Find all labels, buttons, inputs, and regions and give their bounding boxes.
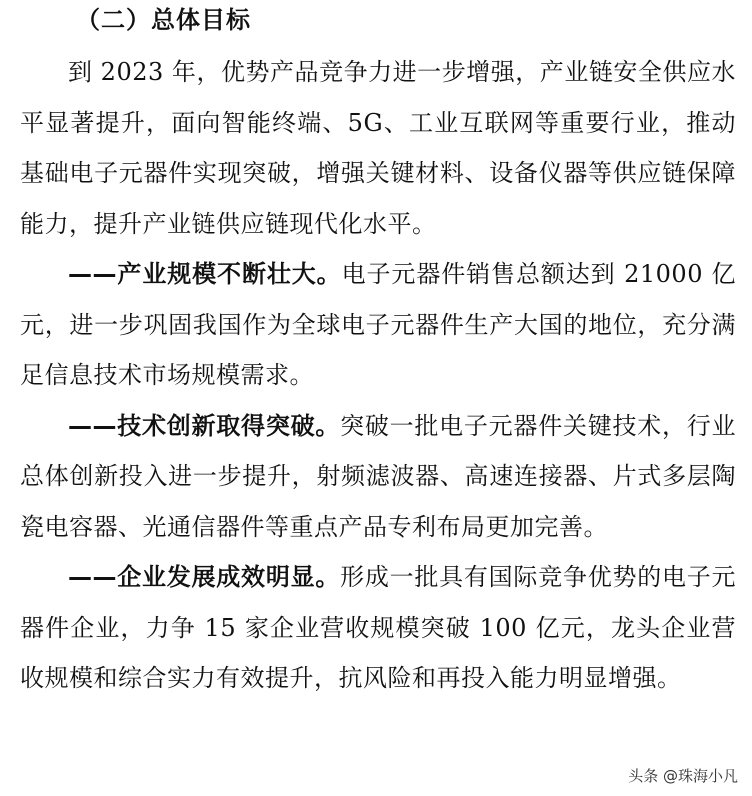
paragraph-text: 电子元器件销售总额达到 21000 亿元，进一步巩固我国作为全球电子元器件生产大国的地位，充分满足信息技术市场规模需求。 — [20, 260, 737, 389]
paragraph-tech-innovation — [20, 401, 736, 553]
paragraph-text: 到 2023 年，优势产品竞争力进一步增强，产业链安全供应水平显著提升，面向智能终端、5G、工业互联网等重要行业，推动基础电子元器件实现突破，增强关键材料、设备仪器等供应链保障能力，提升产业链供应链现代化水平。 — [20, 58, 736, 238]
paragraph-text: 形成一批具有国际竞争优势的电子元器件企业，力争 15 家企业营收规模突破 100 亿元，龙头企业营收规模和综合实力有效提升，抗风险和再投入能力明显增强。 — [20, 563, 737, 692]
paragraph-enterprise-development — [20, 552, 736, 704]
paragraph-lead: ——企业发展成效明显。 — [68, 563, 341, 591]
paragraph-lead: ——技术创新取得突破。 — [68, 411, 341, 440]
document-body — [20, 0, 736, 704]
paragraph-text: 突破一批电子元器件关键技术，行业总体创新投入进一步提升，射频滤波器、高速连接器、片式多层陶瓷电容器、光通信器件等重点产品专利布局更加完善。 — [20, 411, 737, 541]
paragraph-overall-goal — [20, 47, 736, 249]
source-watermark: 头条 @珠海小凡 — [624, 763, 742, 788]
section-heading: （二）总体目标 — [76, 6, 251, 34]
paragraph-lead: ——产业规模不断壮大。 — [68, 260, 342, 288]
paragraph-industry-scale — [20, 249, 736, 401]
